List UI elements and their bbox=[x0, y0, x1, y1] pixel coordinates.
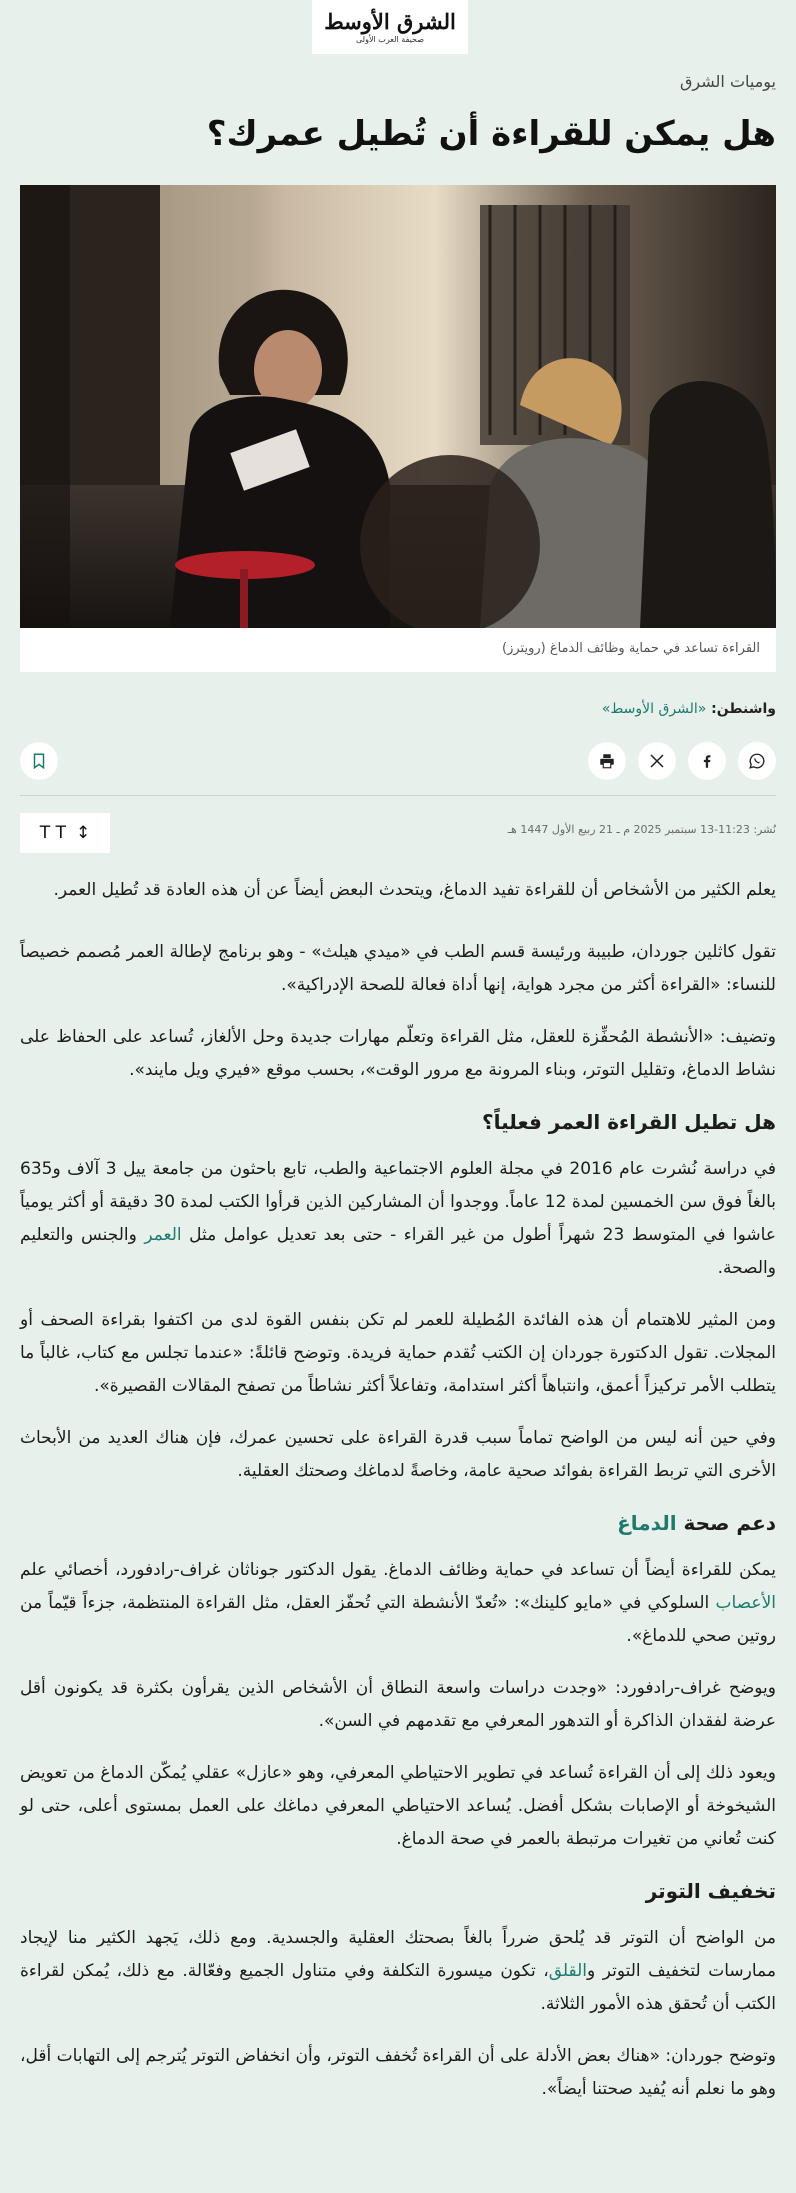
whatsapp-icon bbox=[748, 752, 766, 770]
logo-name: الشرق الأوسط bbox=[324, 8, 456, 34]
paragraph-8: ويوضح غراف-رادفورد: «وجدت دراسات واسعة النطاق أن الأشخاص الذين يقرأون بكثرة قد يكونون أقل عرضة لفقدان الذاكرة أو التدهور المعرفي مع تقدمهم في السن». bbox=[20, 1678, 776, 1731]
paragraph-5: ومن المثير للاهتمام أن هذه الفائدة المُطيلة للعمر لم تكن بنفس القوة لدى من اكتفوا بقراءة الصحف أو المجلات. تقول الدكتورة جوردان إن الكتب تُقدم حماية فريدة. وتوضح قائلةً: «عندما تجلس مع كتاب، غالباً ما يتطلب الأمر تركيزاً أعمق، وانتباهاً أكثر استدامة، وتفاعلاً أكثر نشاطاً من تصفح المقالات القصيرة». bbox=[20, 1310, 776, 1396]
paragraph-7-text-b: السلوكي في «مايو كلينك»: «تُعدّ الأنشطة التي تُحفّز العقل، مثل القراءة المنتظمة، جزءاً قيّماً من روتين صحي للدماغ». bbox=[20, 1593, 776, 1646]
paragraph-2: تقول كاثلين جوردان، طبيبة ورئيسة قسم الطب في «ميدي هيلث» - وهو برنامج لإطالة العمر مُصمم خصيصاً للنساء: «القراءة أكثر من مجرد هواية، إنها أداة فعالة للصحة الإدراكية». bbox=[20, 942, 776, 995]
hero-photo-illustration bbox=[20, 185, 776, 628]
facebook-icon bbox=[698, 752, 716, 770]
paragraph-10-text-a: من الواضح أن التوتر قد يُلحق ضرراً بالغاً بصحتك العقلية والجسدية. ومع ذلك، يَجهد الكثير منا لإيجاد ممارسات لتخفيف التوتر و bbox=[20, 1928, 776, 1981]
subheading-brain-text: دعم صحة bbox=[676, 1511, 776, 1535]
paragraph-3: وتضيف: «الأنشطة المُحفِّزة للعقل، مثل القراءة وتعلّم مهارات جديدة وحل الألغاز، تُساعد على الحفاظ على نشاط الدماغ، وتقليل التوتر، وبناء المرونة مع مرور الوقت»، بحسب موقع «فيري ويل مايند». bbox=[20, 1027, 776, 1080]
print-icon bbox=[598, 752, 616, 770]
byline-city: واشنطن: bbox=[711, 701, 776, 717]
logo-wordmark bbox=[324, 8, 456, 34]
share-bar bbox=[20, 742, 776, 782]
subheading-stress-relief: تخفيف التوتر bbox=[645, 1879, 776, 1903]
paragraph-11: وتوضح جوردان: «هناك بعض الأدلة على أن القراءة تُخفف التوتر، وأن انخفاض التوتر يُترجم إلى التهابات أقل، وهو ما نعلم أنه يُفيد صحتنا أيضاً». bbox=[20, 2046, 776, 2099]
x-icon bbox=[648, 752, 666, 770]
logo-subtitle: صحيفة العرب الأولى bbox=[356, 34, 425, 44]
section-label[interactable]: يوميات الشرق bbox=[680, 72, 776, 91]
paragraph-4-text-a: في دراسة نُشرت عام 2016 في مجلة العلوم الاجتماعية والطب، تابع باحثون من جامعة ييل 3 آلاف و635 بالغاً فوق سن الخمسين لمدة 12 عاماً. ووجدوا أن المشاركين الذين قرأوا الكتب لمدة 30 دقيقة أو أكثر يومياً عاشوا في المتوسط 23 شهراً أطول من غير القراء - حتى بعد تعديل عوامل مثل bbox=[20, 1159, 777, 1245]
link-neurology[interactable]: الأعصاب bbox=[715, 1593, 776, 1613]
divider bbox=[20, 795, 776, 796]
paragraph-7-text-a: يمكن للقراءة أيضاً أن تساعد في حماية وظائف الدماغ. يقول الدكتور جوناثان غراف-رادفورد، أخصائي علم bbox=[20, 1560, 776, 1580]
text-size-label: T T bbox=[39, 823, 66, 843]
paragraph-10 bbox=[20, 1922, 776, 2021]
site-logo[interactable] bbox=[312, 0, 468, 54]
article-headline: هل يمكن للقراءة أن تُطيل عمرك؟ bbox=[206, 114, 776, 154]
subheading-brain-health bbox=[20, 1510, 776, 1536]
subheading-reading-lifespan: هل تطيل القراءة العمر فعلياً؟ bbox=[482, 1110, 776, 1134]
print-button[interactable] bbox=[588, 742, 626, 780]
byline-source[interactable]: «الشرق الأوسط» bbox=[601, 701, 707, 717]
hero-image bbox=[20, 185, 776, 628]
bookmark-button[interactable] bbox=[20, 742, 58, 780]
paragraph-9: ويعود ذلك إلى أن القراءة تُساعد في تطوير الاحتياطي المعرفي، وهو «عازل» عقلي يُمكّن الدماغ من تعويض الشيخوخة أو الإصابات بشكل أفضل. يُساعد الاحتياطي المعرفي دماغك على العمل بمستوى أعلى، حتى لو كنت تُعاني من تغيرات مرتبطة بالعمر في صحة الدماغ. bbox=[20, 1763, 776, 1849]
paragraph-4 bbox=[20, 1153, 776, 1285]
link-anxiety[interactable]: القلق bbox=[548, 1961, 587, 1981]
paragraph-6: وفي حين أنه ليس من الواضح تماماً سبب قدرة القراءة على تحسين عمرك، فإن هناك العديد من الأبحاث الأخرى التي تربط القراءة بفوائد صحية عامة، وخاصةً لدماغك وصحتك العقلية. bbox=[20, 1428, 776, 1481]
paragraph-10-text-b: ، تكون ميسورة التكلفة وفي متناول الجميع وفعّالة. مع ذلك، يُمكن لقراءة الكتب أن تُحقق هذه الأمور الثلاثة. bbox=[20, 1961, 776, 2014]
bookmark-icon bbox=[30, 752, 48, 770]
link-brain[interactable]: الدماغ bbox=[617, 1511, 677, 1535]
paragraph-4-text-b: والجنس والتعليم والصحة. bbox=[20, 1225, 776, 1278]
paragraph-1: يعلم الكثير من الأشخاص أن للقراءة تفيد الدماغ، ويتحدث البعض أيضاً عن أن هذه العادة قد تُطيل العمر. bbox=[53, 880, 776, 900]
hero-caption: القراءة تساعد في حماية وظائف الدماغ (رويترز) bbox=[502, 641, 760, 656]
resize-arrow-icon: ↕ bbox=[75, 823, 91, 843]
whatsapp-share-button[interactable] bbox=[738, 742, 776, 780]
article-body bbox=[20, 874, 776, 2125]
meta-row bbox=[20, 813, 776, 853]
facebook-share-button[interactable] bbox=[688, 742, 726, 780]
byline bbox=[602, 701, 776, 717]
x-share-button[interactable] bbox=[638, 742, 676, 780]
publish-date: نُشر: 11:23-13 سبتمبر 2025 م ـ 21 ربيع الأول 1447 هـ bbox=[507, 823, 776, 836]
paragraph-7 bbox=[20, 1554, 776, 1653]
text-size-button[interactable] bbox=[20, 813, 110, 853]
link-age[interactable]: العمر bbox=[144, 1225, 182, 1245]
hero-caption-box bbox=[20, 628, 776, 672]
